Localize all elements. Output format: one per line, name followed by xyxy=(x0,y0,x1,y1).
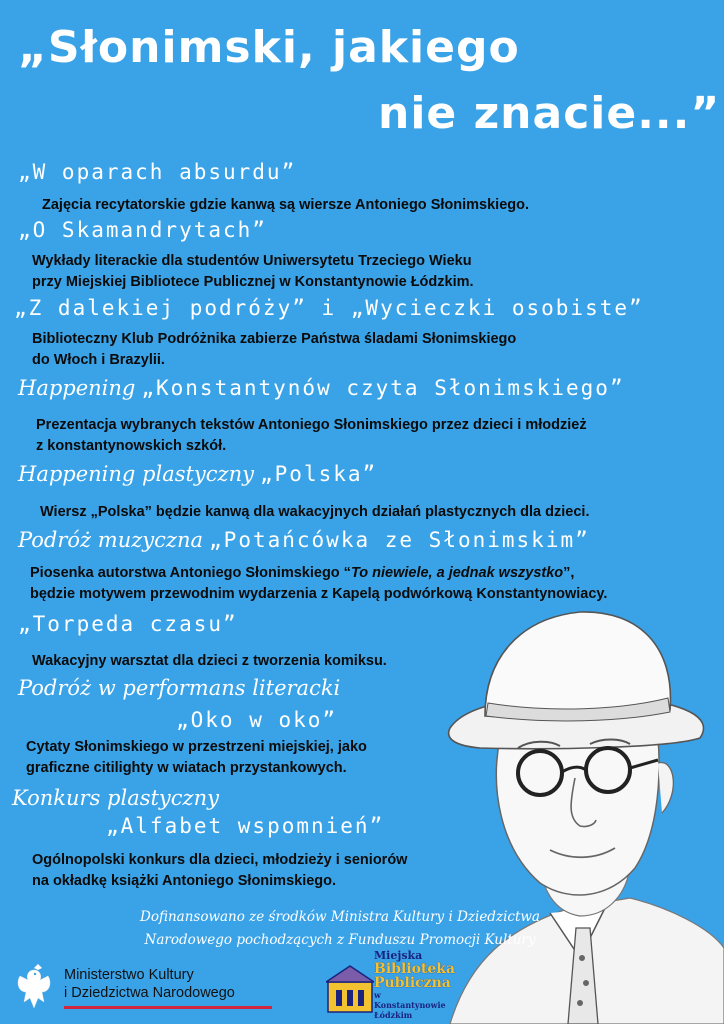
event-heading-1: „W oparach absurdu” xyxy=(18,160,297,184)
ministry-name-line2: i Dziedzictwa Narodowego xyxy=(64,985,235,1001)
event-desc-6b: będzie motywem przewodnim wydarzenia z Kapelą podwórkową Konstantynowiacy. xyxy=(30,586,608,602)
library-name xyxy=(374,950,455,1020)
event-heading-9-prefix: Konkurs plastyczny xyxy=(12,786,220,810)
event-desc-4a: Prezentacja wybranych tekstów Antoniego Słonimskiego przez dzieci i młodzież xyxy=(36,417,587,433)
event-desc-1: Zajęcia recytatorskie gdzie kanwą są wiersze Antoniego Słonimskiego. xyxy=(42,197,529,213)
event-heading-6: Podróż muzyczna „Potańcówka ze Słonimskim” xyxy=(18,528,590,552)
portrait-sketch xyxy=(430,598,724,1024)
event-desc-8b: graficzne citilighty w wiatach przystankowych. xyxy=(26,760,347,776)
event-desc-6a: Piosenka autorstwa Antoniego Słonimskiego “To niewiele, a jednak wszystko”, xyxy=(30,565,575,581)
polish-eagle-icon xyxy=(14,962,54,1012)
event-heading-2: „O Skamandrytach” xyxy=(18,218,267,242)
event-heading-5: Happening plastyczny „Polska” xyxy=(18,462,378,486)
library-name-line2: Biblioteka xyxy=(374,961,456,977)
event-desc-8a: Cytaty Słonimskiego w przestrzeni miejskiej, jako xyxy=(26,739,367,755)
event-desc-2a: Wykłady literackie dla studentów Uniwersytetu Trzeciego Wieku xyxy=(32,253,472,269)
ministry-logo xyxy=(14,962,264,1014)
library-logo xyxy=(326,949,456,1020)
event-desc-7: Wakacyjny warsztat dla dzieci z tworzenia komiksu. xyxy=(32,653,387,669)
poster-title-line2: nie znacie...” xyxy=(378,88,721,139)
funding-credit-line2: Narodowego pochodzących z Funduszu Promocji Kultury xyxy=(144,932,536,948)
library-name-line4: w Konstantynowie Łódzkim xyxy=(374,990,446,1020)
ministry-name-line1: Ministerstwo Kultury xyxy=(64,967,194,983)
funding-credit xyxy=(0,906,680,952)
event-heading-8: „Oko w oko” xyxy=(176,708,338,732)
event-heading-4: Happening „Konstantynów czyta Słonimskiego” xyxy=(18,376,625,400)
event-heading-7: „Torpeda czasu” xyxy=(18,612,238,636)
event-desc-3a: Biblioteczny Klub Podróżnika zabierze Państwa śladami Słonimskiego xyxy=(32,331,517,347)
event-desc-3b: do Włoch i Brazylii. xyxy=(32,352,165,368)
poster-title-line1: „Słonimski, jakiego xyxy=(18,22,520,73)
event-desc-9b: na okładkę książki Antoniego Słonimskiego. xyxy=(32,873,337,889)
event-desc-9a: Ogólnopolski konkurs dla dzieci, młodzieży i seniorów xyxy=(32,852,408,868)
event-heading-3: „Z dalekiej podróży” i „Wycieczki osobiste” xyxy=(14,296,644,320)
ministry-bar xyxy=(64,1006,272,1009)
library-logo-icon xyxy=(326,964,374,1014)
event-desc-2b: przy Miejskiej Bibliotece Publicznej w Konstantynowie Łódzkim. xyxy=(32,274,474,290)
library-name-line1: Miejska xyxy=(374,949,423,962)
event-desc-4b: z konstantynowskich szkół. xyxy=(36,438,227,454)
event-heading-8-prefix: Podróż w performans literacki xyxy=(18,676,341,700)
event-desc-5: Wiersz „Polska” będzie kanwą dla wakacyjnych działań plastycznych dla dzieci. xyxy=(40,504,590,520)
event-heading-9: „Alfabet wspomnień” xyxy=(106,814,385,838)
ministry-name xyxy=(64,966,235,1002)
library-name-line3: Publiczna xyxy=(374,975,451,991)
funding-credit-line1: Dofinansowano ze środków Ministra Kultury i Dziedzictwa xyxy=(140,909,540,925)
